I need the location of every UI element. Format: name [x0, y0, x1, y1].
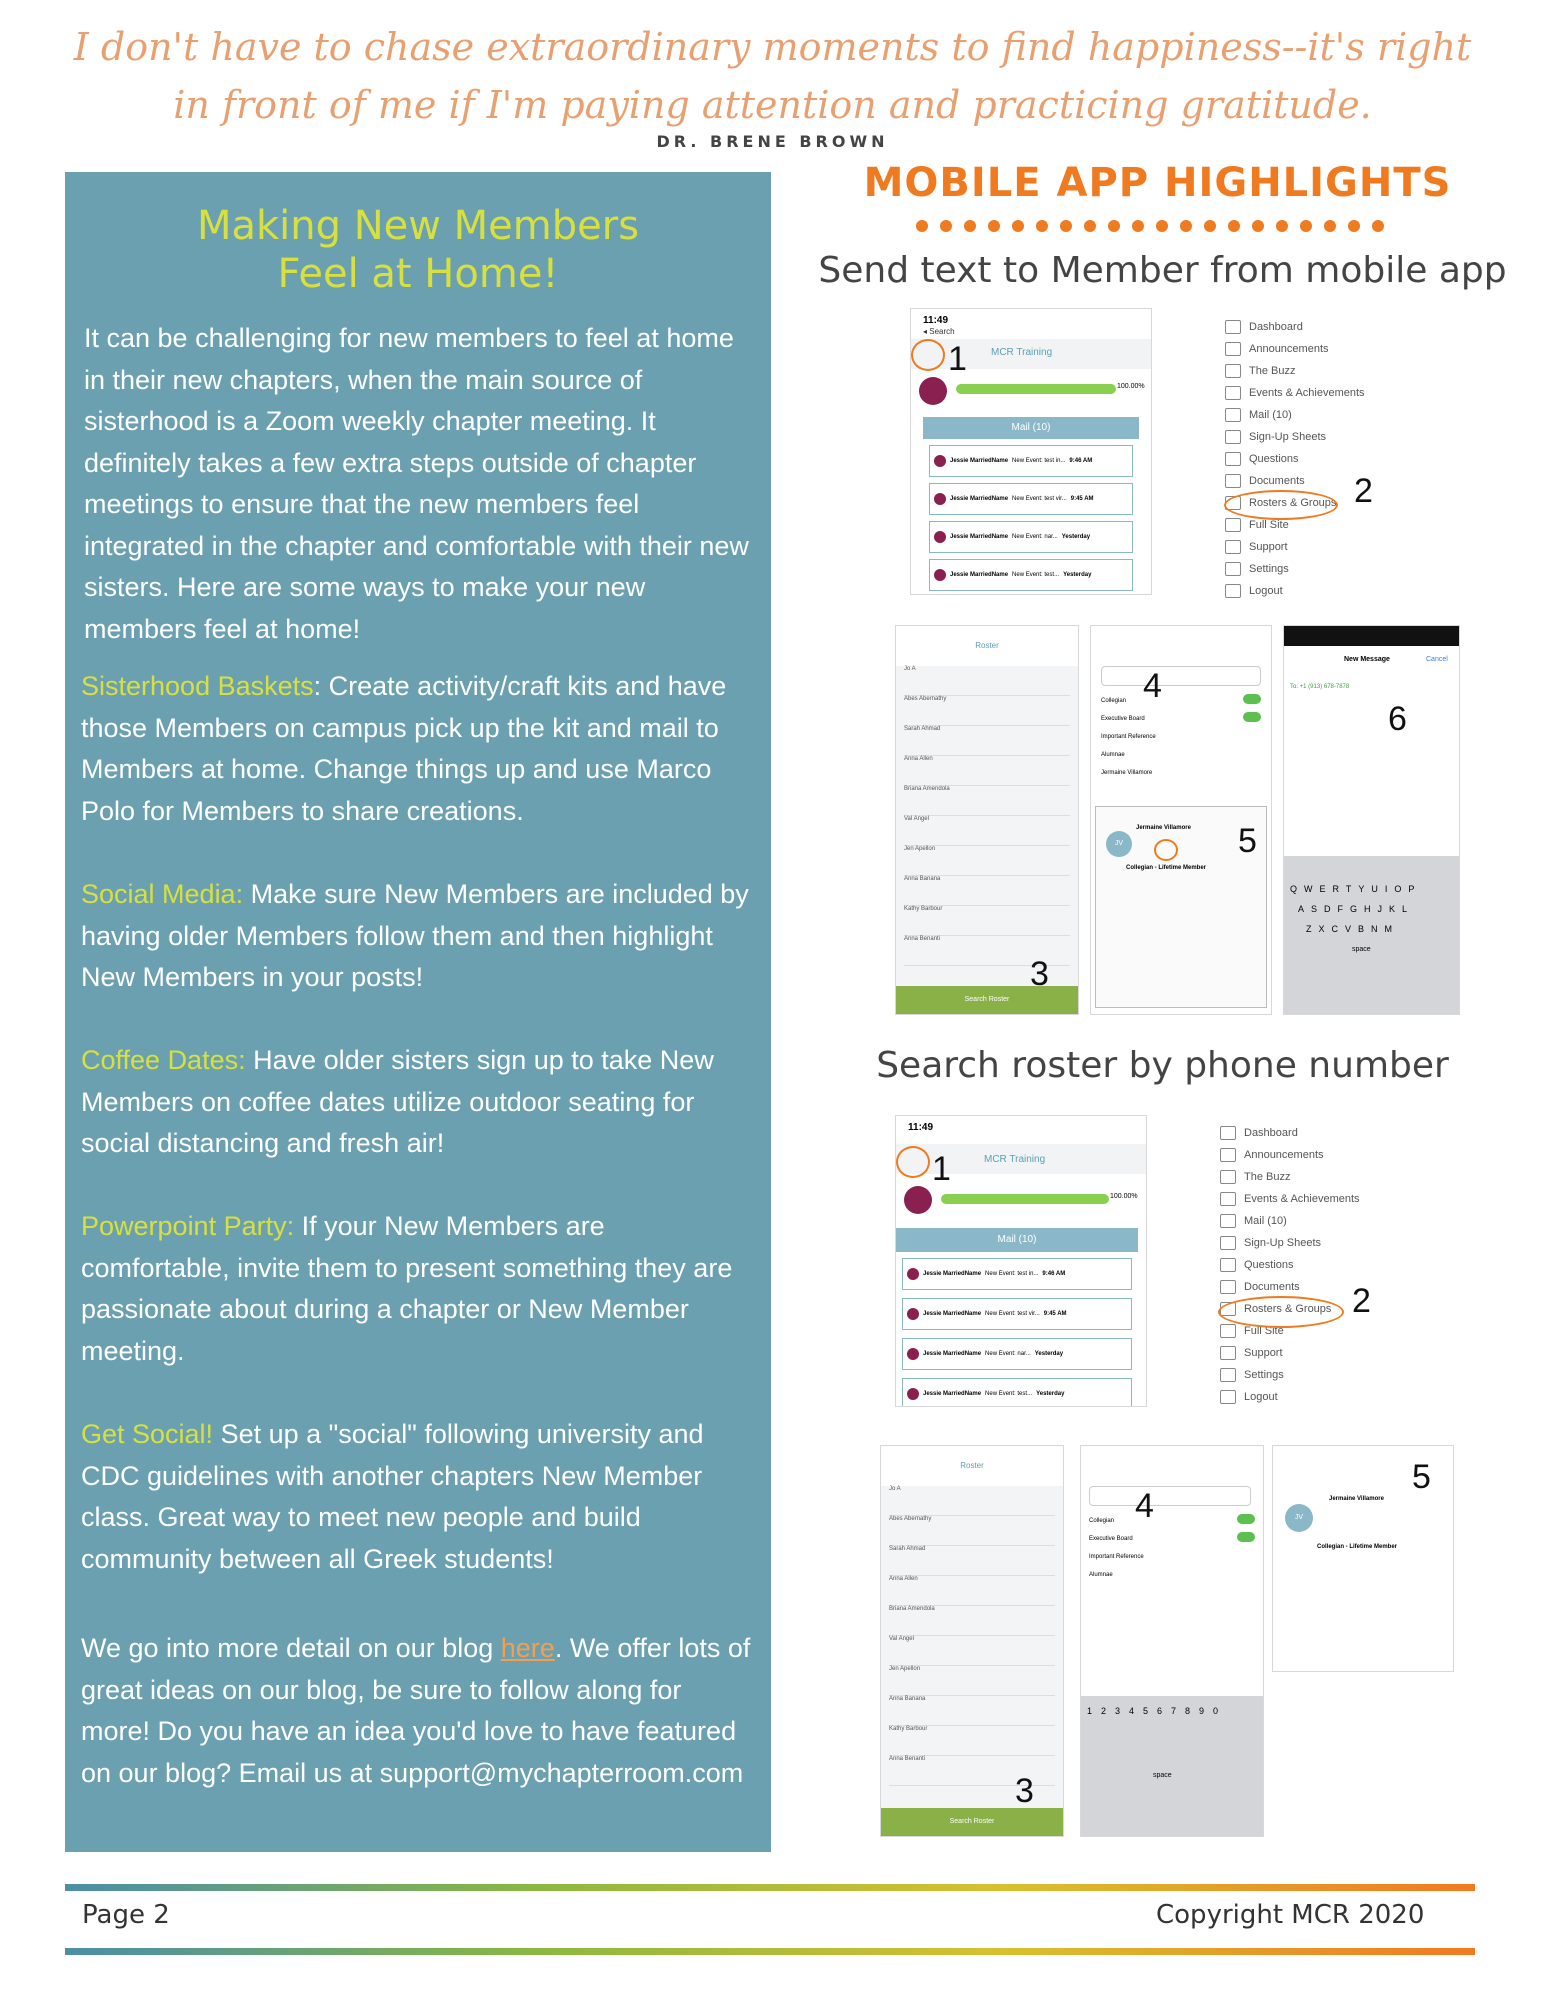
tip-title: Sisterhood Baskets — [81, 671, 314, 701]
menu-item-settings[interactable]: Settings — [1220, 1364, 1360, 1386]
status-time: 11:49 — [923, 315, 949, 326]
filter-item[interactable]: Alumnae — [1101, 752, 1125, 758]
dot-divider — [910, 218, 1390, 234]
quote-author: DR. BRENE BROWN — [656, 132, 889, 151]
quote — [0, 18, 1545, 134]
mail-subject: New Event: test... — [985, 1391, 1033, 1397]
filter-item[interactable]: Jermaine Villamore — [1101, 770, 1153, 776]
tip-text: Set up a "social" following university and CDC guidelines with another chapters New Member class. Great way to meet new people and build community between all Greek students! — [81, 1419, 704, 1574]
keyboard — [1284, 856, 1459, 1014]
contact-avatar: JV — [1285, 1504, 1313, 1532]
tip-social-media — [81, 874, 755, 999]
roster-row[interactable]: Anna Allen — [904, 756, 1070, 786]
step-4-label: 4 — [1143, 667, 1162, 705]
roster-header: Roster — [896, 626, 1078, 666]
mail-time: Yesterday — [1034, 1351, 1064, 1357]
menu-item-the-buzz[interactable]: The Buzz — [1220, 1166, 1360, 1188]
mail-subject: New Event: test vir... — [985, 1311, 1040, 1317]
menu-item-documents[interactable]: Documents — [1220, 1276, 1360, 1298]
footer-rule-bottom — [65, 1948, 1475, 1955]
progress-bar — [956, 384, 1116, 394]
search-roster-button[interactable]: Search Roster — [896, 986, 1078, 1014]
roster-row[interactable]: Anna Benanti — [889, 1756, 1055, 1786]
tip-text: If your New Members are comfortable, invite them to present something they are passionate about during a chapter or New Member meeting. — [81, 1211, 733, 1366]
divider-dot — [1300, 220, 1312, 232]
screenshot-roster-2 — [880, 1445, 1064, 1837]
mail-subject: New Event: test in... — [1012, 458, 1066, 464]
mail-from: Jessie MarriedName — [950, 572, 1009, 578]
roster-row[interactable]: Briana Amendola — [904, 786, 1070, 816]
mail-from: Jessie MarriedName — [923, 1311, 982, 1317]
toggle-switch[interactable] — [1243, 694, 1261, 704]
tip-text: Make sure New Members are included by having older Members follow them and then highlight New Members in your posts! — [81, 879, 749, 992]
copyright: Copyright MCR 2020 — [1156, 1900, 1425, 1930]
new-message-title: New Message — [1344, 656, 1390, 663]
mail-from: Jessie MarriedName — [950, 458, 1009, 464]
divider-dot — [940, 220, 952, 232]
roster-row[interactable]: Jo A — [889, 1486, 1055, 1516]
search-field[interactable] — [1101, 666, 1261, 686]
step-4-label: 4 — [1135, 1487, 1154, 1525]
menu-item-questions[interactable]: Questions — [1220, 1254, 1360, 1276]
contact-role: Collegian - Lifetime Member — [1126, 865, 1207, 871]
menu-item-announcements[interactable]: Announcements — [1225, 338, 1365, 360]
tip-text: Create activity/craft kits and have those Members on campus pick up the kit and mail to Members at home. Change things up and use Marco Polo for Members to share creations. — [81, 671, 727, 826]
avatar — [904, 1186, 932, 1214]
highlight-oval — [911, 339, 945, 371]
mail-row[interactable] — [929, 483, 1133, 515]
roster-row[interactable]: Kathy Barbour — [904, 906, 1070, 936]
side-menu-1 — [1225, 316, 1365, 602]
space-key[interactable]: space — [1352, 946, 1371, 953]
tip-sisterhood-baskets — [81, 666, 755, 832]
divider-dot — [1180, 220, 1192, 232]
roster-row[interactable]: Val Angel — [889, 1636, 1055, 1666]
contact-role: Collegian - Lifetime Member — [1317, 1544, 1398, 1550]
menu-item-support[interactable]: Support — [1220, 1342, 1360, 1364]
menu-item-rosters[interactable]: Rosters & Groups — [1220, 1298, 1360, 1320]
filter-item[interactable]: Important Reference — [1101, 734, 1156, 740]
mail-subject: New Event: test in... — [985, 1271, 1039, 1277]
tip-title: Coffee Dates: — [81, 1045, 246, 1075]
panel-intro: It can be challenging for new members to feel at home in their new chapters, when the main source of sisterhood is a Zoom weekly chapter meeting. It definitely takes a few extra steps outside of chapter meetings to ensure that the new members feel integrated in the chapter and comfortable with their new sisters. Here are some ways to make your new members feel at home! — [84, 323, 749, 644]
contact-name: Jermaine Villamore — [1329, 1496, 1384, 1502]
tip-title: Powerpoint Party: — [81, 1211, 295, 1241]
panel-title-line-1: Making New Members — [196, 203, 640, 249]
divider-dot — [988, 220, 1000, 232]
step-2-label: 2 — [1352, 1282, 1371, 1320]
mail-list — [902, 1258, 1132, 1407]
toggle-switch[interactable] — [1237, 1532, 1255, 1542]
step-5-label: 5 — [1412, 1458, 1431, 1496]
step-3-label: 3 — [1015, 1772, 1034, 1810]
mail-row[interactable] — [929, 559, 1133, 591]
back-search: ◂ Search — [923, 327, 955, 336]
contact-name: Jermaine Villamore — [1136, 825, 1191, 831]
menu-item-settings[interactable]: Settings — [1225, 558, 1365, 580]
progress-value: 100.00% — [1117, 383, 1145, 390]
roster-row[interactable]: Jen Apellon — [904, 846, 1070, 876]
progress-bar — [941, 1194, 1109, 1204]
mail-row[interactable] — [902, 1298, 1132, 1330]
page-number: Page 2 — [82, 1900, 170, 1930]
step-3-label: 3 — [1030, 955, 1049, 993]
filter-item[interactable]: Collegian — [1101, 698, 1127, 704]
menu-item-dashboard[interactable]: Dashboard — [1225, 316, 1365, 338]
filter-item[interactable]: Important Reference — [1089, 1554, 1144, 1560]
screenshot-message-1 — [1283, 625, 1460, 1015]
menu-item-rosters[interactable]: Rosters & Groups — [1225, 492, 1365, 514]
status-time: 11:49 — [908, 1122, 934, 1133]
roster-header: Roster — [881, 1446, 1063, 1486]
key-row[interactable]: QWERTYUIOP — [1290, 884, 1422, 894]
toggle-switch[interactable] — [1243, 712, 1261, 722]
highlight-oval-rosters — [1218, 1296, 1344, 1328]
tip-title: Social Media: — [81, 879, 244, 909]
roster-row[interactable]: Jen Apellon — [889, 1666, 1055, 1696]
roster-row[interactable]: Sarah Ahmad — [889, 1546, 1055, 1576]
screenshot-filter-1 — [1090, 625, 1272, 1015]
blog-pre: We go into more detail on our blog — [81, 1633, 501, 1663]
divider-dot — [1324, 220, 1336, 232]
menu-item-questions[interactable]: Questions — [1225, 448, 1365, 470]
side-menu-2 — [1220, 1122, 1360, 1408]
toggle-switch[interactable] — [1237, 1514, 1255, 1524]
step-6-label: 6 — [1388, 700, 1407, 738]
numpad-row[interactable]: 1234567890 — [1087, 1706, 1228, 1716]
menu-item-mail[interactable]: Mail (10) — [1220, 1210, 1360, 1232]
menu-item-support[interactable]: Support — [1225, 536, 1365, 558]
menu-item-full-site[interactable]: Full Site — [1225, 514, 1365, 536]
mail-time: 9:45 AM — [1070, 496, 1094, 502]
divider-dot — [1084, 220, 1096, 232]
blog-paragraph — [81, 1628, 755, 1794]
quote-line-2: in front of me if I'm paying attention and practicing gratitude. — [173, 83, 1372, 127]
mail-time: 9:46 AM — [1069, 458, 1093, 464]
roster-list — [896, 666, 1078, 966]
tip-powerpoint-party — [81, 1206, 755, 1372]
mobile-app-highlights-title: MOBILE APP HIGHLIGHTS — [863, 160, 1452, 206]
tip-get-social — [81, 1414, 755, 1580]
mail-row[interactable] — [902, 1258, 1132, 1290]
menu-item-logout[interactable]: Logout — [1225, 580, 1365, 602]
roster-row[interactable]: Anna Banana — [889, 1696, 1055, 1726]
divider-dot — [1204, 220, 1216, 232]
filter-item[interactable]: Collegian — [1089, 1518, 1115, 1524]
roster-row[interactable]: Briana Amendola — [889, 1606, 1055, 1636]
tip-title: Get Social! — [81, 1419, 214, 1449]
progress-value: 100.00% — [1110, 1193, 1138, 1200]
filter-item[interactable]: Alumnae — [1089, 1572, 1113, 1578]
mail-header: Mail (10) — [923, 417, 1139, 439]
mail-subject: New Event: test vir... — [1012, 496, 1067, 502]
subtitle-search-roster: Search roster by phone number — [876, 1045, 1449, 1086]
divider-dot — [1372, 220, 1384, 232]
screenshot-filter-2 — [1080, 1445, 1264, 1837]
mail-header: Mail (10) — [896, 1228, 1138, 1252]
divider-dot — [1156, 220, 1168, 232]
menu-item-documents[interactable]: Documents — [1225, 470, 1365, 492]
mail-row[interactable] — [902, 1338, 1132, 1370]
mail-time: Yesterday — [1061, 534, 1091, 540]
highlight-oval — [896, 1146, 930, 1178]
menu-item-events[interactable]: Events & Achievements — [1225, 382, 1365, 404]
divider-dot — [1108, 220, 1120, 232]
roster-row[interactable]: Anna Allen — [889, 1576, 1055, 1606]
mail-from: Jessie MarriedName — [923, 1391, 982, 1397]
menu-item-the-buzz[interactable]: The Buzz — [1225, 360, 1365, 382]
highlight-oval-rosters — [1224, 490, 1338, 520]
numeric-keyboard — [1081, 1696, 1263, 1836]
mail-subject: New Event: nar... — [985, 1351, 1031, 1357]
divider-dot — [1348, 220, 1360, 232]
mail-from: Jessie MarriedName — [950, 534, 1009, 540]
footer-rule-top — [65, 1884, 1475, 1891]
tip-text: Have older sisters sign up to take New Members on coffee dates utilize outdoor seating for social distancing and fresh air! — [81, 1045, 714, 1158]
mail-subject: New Event: test... — [1012, 572, 1060, 578]
divider-dot — [1060, 220, 1072, 232]
divider-dot — [1228, 220, 1240, 232]
mail-from: Jessie MarriedName — [923, 1271, 982, 1277]
screenshot-dashboard-1 — [910, 308, 1152, 595]
new-members-panel — [65, 172, 771, 1852]
mail-time: 9:46 AM — [1042, 1271, 1066, 1277]
roster-row[interactable]: Abes Abernathy — [904, 696, 1070, 726]
subtitle-send-text: Send text to Member from mobile app — [818, 250, 1507, 291]
tip-sep: : — [313, 671, 322, 701]
app-header: MCR Training — [991, 347, 1053, 358]
app-header: MCR Training — [984, 1154, 1046, 1165]
to-field[interactable]: To: +1 (913) 678-7878 — [1290, 684, 1350, 690]
panel-title-line-2: Feel at Home! — [277, 251, 559, 297]
divider-dot — [1036, 220, 1048, 232]
menu-item-signup[interactable]: Sign-Up Sheets — [1220, 1232, 1360, 1254]
highlight-oval-message — [1154, 839, 1178, 861]
divider-dot — [1012, 220, 1024, 232]
filter-item[interactable]: Executive Board — [1089, 1536, 1133, 1542]
menu-item-full-site[interactable]: Full Site — [1220, 1320, 1360, 1342]
avatar — [919, 377, 947, 405]
mail-from: Jessie MarriedName — [950, 496, 1009, 502]
blog-link[interactable]: here — [500, 1633, 555, 1663]
tip-coffee-dates — [81, 1040, 755, 1165]
roster-row[interactable]: Abes Abernathy — [889, 1516, 1055, 1546]
divider-dot — [1276, 220, 1288, 232]
roster-row[interactable]: Kathy Barbour — [889, 1726, 1055, 1756]
mail-time: Yesterday — [1036, 1391, 1065, 1397]
menu-item-mail[interactable]: Mail (10) — [1225, 404, 1365, 426]
key-row[interactable]: ASDFGHJKL — [1298, 904, 1415, 914]
divider-dot — [916, 220, 928, 232]
filter-item[interactable]: Executive Board — [1101, 716, 1145, 722]
mail-from: Jessie MarriedName — [923, 1351, 982, 1357]
mail-list — [929, 445, 1133, 591]
mail-row[interactable] — [929, 521, 1133, 553]
mail-time: Yesterday — [1063, 572, 1092, 578]
menu-item-announcements[interactable]: Announcements — [1220, 1144, 1360, 1166]
menu-item-logout[interactable]: Logout — [1220, 1386, 1360, 1408]
space-key[interactable]: space — [1153, 1772, 1172, 1779]
menu-item-events[interactable]: Events & Achievements — [1220, 1188, 1360, 1210]
quote-line-1: I don't have to chase extraordinary moments to find happiness--it's right — [73, 25, 1472, 69]
divider-dot — [1252, 220, 1264, 232]
mail-time: 9:45 AM — [1043, 1311, 1067, 1317]
menu-item-dashboard[interactable]: Dashboard — [1220, 1122, 1360, 1144]
cancel-button[interactable]: Cancel — [1426, 656, 1448, 663]
search-field[interactable] — [1089, 1486, 1251, 1506]
roster-row[interactable]: Sarah Ahmad — [904, 726, 1070, 756]
step-1-label: 1 — [948, 340, 967, 378]
key-row[interactable]: ZXCVBNM — [1306, 924, 1400, 934]
menu-item-signup[interactable]: Sign-Up Sheets — [1225, 426, 1365, 448]
roster-row[interactable]: Val Angel — [904, 816, 1070, 846]
mail-row[interactable] — [929, 445, 1133, 477]
roster-row[interactable]: Anna Banana — [904, 876, 1070, 906]
mail-row[interactable] — [902, 1378, 1132, 1407]
divider-dot — [1132, 220, 1144, 232]
step-2-label: 2 — [1354, 472, 1373, 510]
mail-subject: New Event: nar... — [1012, 534, 1058, 540]
divider-dot — [964, 220, 976, 232]
panel-title — [65, 202, 771, 298]
search-roster-button[interactable]: Search Roster — [881, 1808, 1063, 1836]
screenshot-roster-1 — [895, 625, 1079, 1015]
contact-avatar: JV — [1106, 831, 1132, 857]
roster-row[interactable]: Jo A — [904, 666, 1070, 696]
roster-list — [881, 1486, 1063, 1786]
blog-post: . We offer lots of great ideas on our blog, be sure to follow along for more! Do you have an idea you'd love to have featured on our blog? Email us at support@mychapterroom.com — [81, 1633, 751, 1788]
step-1-label: 1 — [932, 1150, 951, 1188]
step-5-label: 5 — [1238, 822, 1257, 860]
roster-row[interactable]: Anna Benanti — [904, 936, 1070, 966]
